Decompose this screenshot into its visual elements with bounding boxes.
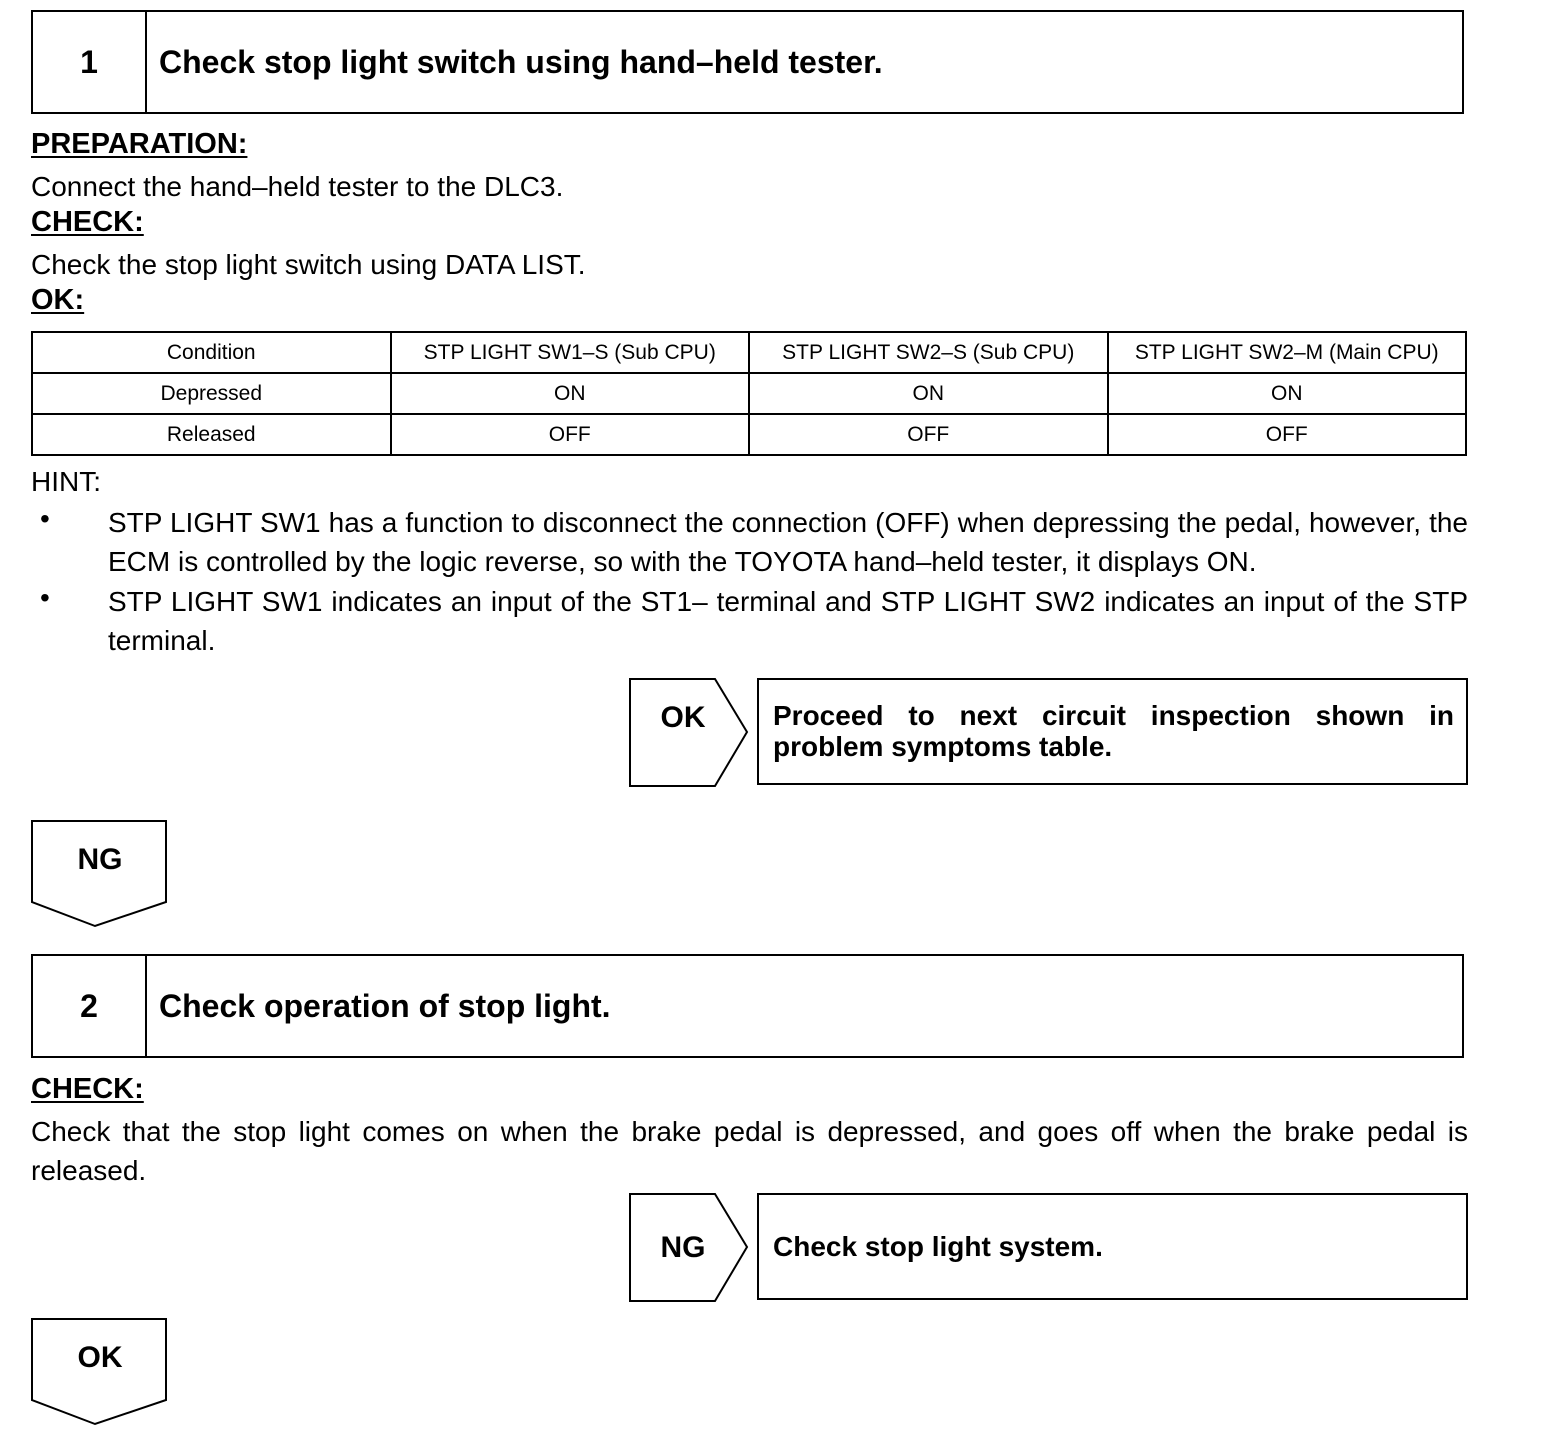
- table-header: STP LIGHT SW2–M (Main CPU): [1108, 332, 1467, 373]
- step-2-header: [31, 954, 1464, 1058]
- table-cell: ON: [1108, 373, 1467, 414]
- ng-down-arrow: [31, 820, 169, 930]
- table-cell: OFF: [391, 414, 750, 455]
- table-cell: ON: [391, 373, 750, 414]
- ok-label: OK:: [31, 284, 85, 316]
- ok-result-arrow: [629, 678, 751, 788]
- hint-item: STP LIGHT SW1 has a function to disconnect the connection (OFF) when depressing the pedal, however, the ECM is controlled by the logic reverse, so with the TOYOTA hand–held tester, it displays ON.: [108, 507, 1468, 577]
- hint-item: STP LIGHT SW1 indicates an input of the ST1– terminal and STP LIGHT SW2 indicates an input of the STP terminal.: [108, 586, 1468, 656]
- check-label: CHECK:: [31, 1073, 144, 1105]
- ok-result-box: Proceed to next circuit inspection shown in problem symptoms table.: [757, 678, 1468, 785]
- table-cell: Released: [32, 414, 391, 455]
- step-number: 1: [33, 12, 147, 112]
- preparation-text: Connect the hand–held tester to the DLC3.: [31, 171, 564, 202]
- bullet-icon: •: [40, 582, 50, 613]
- bullet-icon: •: [40, 503, 50, 534]
- step-title: Check operation of stop light.: [159, 987, 611, 1024]
- step-1-header: [31, 10, 1464, 114]
- ng-result-arrow: [629, 1193, 751, 1303]
- arrow-label: OK: [77, 1341, 123, 1374]
- step-title: Check stop light switch using hand–held tester.: [159, 43, 883, 80]
- table-header: STP LIGHT SW1–S (Sub CPU): [391, 332, 750, 373]
- table-cell: OFF: [749, 414, 1108, 455]
- arrow-label: OK: [660, 701, 706, 734]
- check-text: Check that the stop light comes on when the brake pedal is depressed, and goes off when the brake pedal is released.: [31, 1116, 1468, 1186]
- preparation-label: PREPARATION:: [31, 128, 248, 160]
- table-row: [32, 373, 1466, 414]
- ok-condition-table: [31, 331, 1467, 456]
- check-text: Check the stop light switch using DATA LIST.: [31, 249, 586, 280]
- hint-label: HINT:: [31, 466, 101, 497]
- step-number: 2: [33, 956, 147, 1056]
- table-cell: OFF: [1108, 414, 1467, 455]
- table-header: STP LIGHT SW2–S (Sub CPU): [749, 332, 1108, 373]
- table-header: Condition: [32, 332, 391, 373]
- ng-result-box: Check stop light system.: [757, 1193, 1468, 1300]
- check-label: CHECK:: [31, 206, 144, 238]
- ok-down-arrow: [31, 1318, 169, 1428]
- table-row: [32, 414, 1466, 455]
- table-cell: ON: [749, 373, 1108, 414]
- arrow-label: NG: [660, 1231, 706, 1264]
- table-cell: Depressed: [32, 373, 391, 414]
- table-header-row: [32, 332, 1466, 373]
- arrow-label: NG: [77, 843, 123, 876]
